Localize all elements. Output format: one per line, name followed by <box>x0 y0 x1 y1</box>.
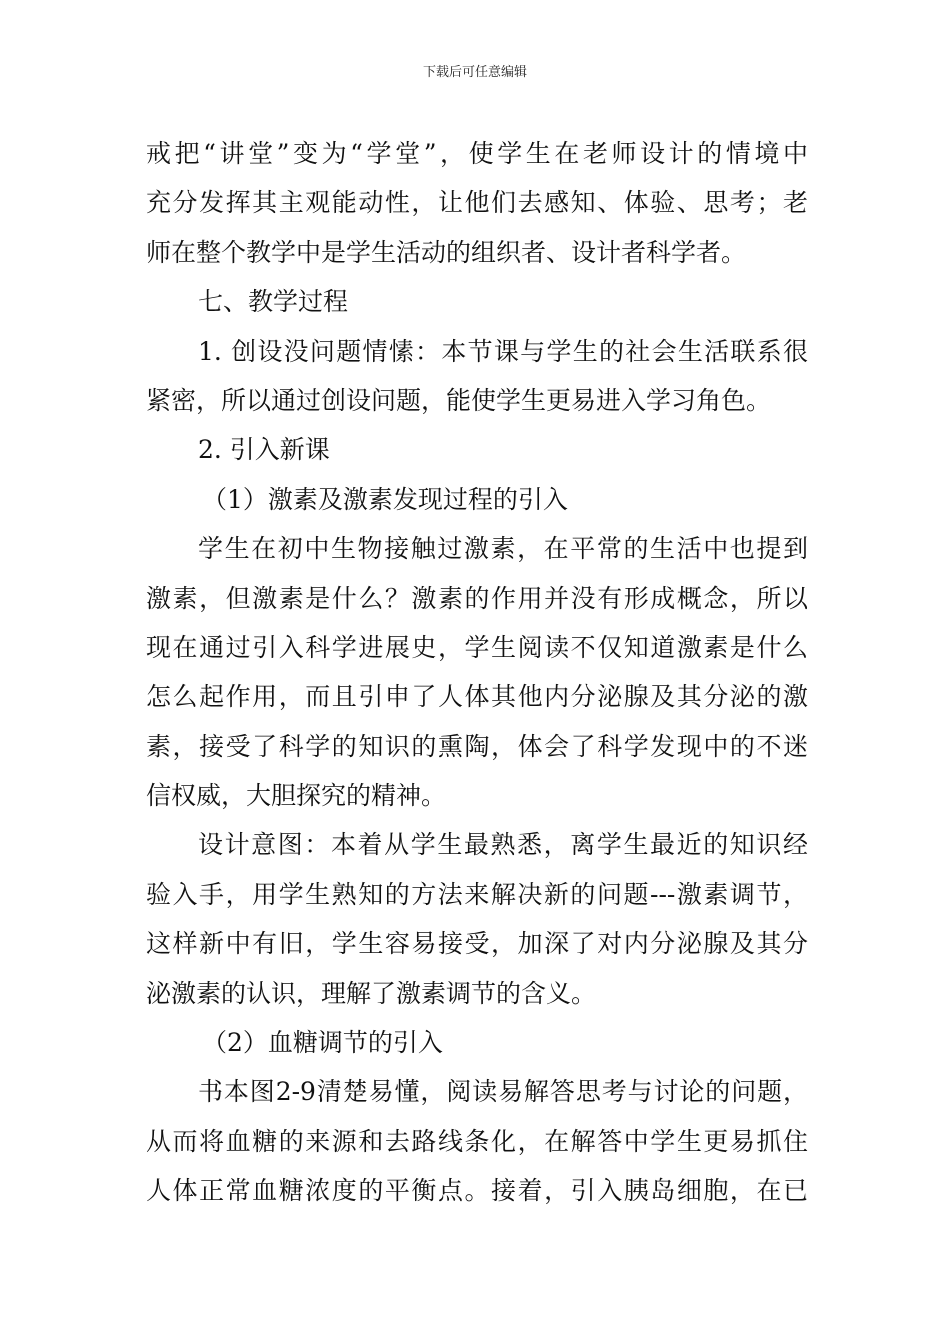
text-line: 师在整个教学中是学生活动的组织者、设计者科学者。 <box>146 237 747 267</box>
text-line: 从而将血糖的来源和去路线条化，在解答中学生更易抓住 <box>146 1126 808 1156</box>
document-body <box>146 129 808 1216</box>
text-line: 这样新中有旧，学生容易接受，加深了对内分泌腺及其分 <box>146 929 808 959</box>
text-line: 紧密，所以通过创设问题，能使学生更易进入学习角色。 <box>146 385 772 415</box>
text-line: 书本图2-9清楚易懂，阅读易解答思考与讨论的问题， <box>198 1077 808 1107</box>
text-line: 怎么起作用，而且引申了人体其他内分泌腺及其分泌的激 <box>146 682 808 712</box>
text-line: 充分发挥其主观能动性，让他们去感知、体验、思考；老 <box>146 188 808 218</box>
text-line: 激素，但激素是什么？激素的作用并没有形成概念，所以 <box>146 583 808 613</box>
section-heading: 七、教学过程 <box>198 287 349 317</box>
subsection-heading: （1）激素及激素发现过程的引入 <box>202 484 568 514</box>
text-line: 戒把“讲堂”变为“学堂”，使学生在老师设计的情境中 <box>146 139 808 168</box>
text-line: 泌激素的认识，理解了激素调节的含义。 <box>146 978 597 1008</box>
text-line: 信权威，大胆探究的精神。 <box>146 781 447 811</box>
text-line: 设计意图：本着从学生最熟悉，离学生最近的知识经 <box>198 830 808 860</box>
text-line: 学生在初中生物接触过激素，在平常的生活中也提到 <box>198 534 808 564</box>
text-line: 素，接受了科学的知识的熏陶，体会了科学发现中的不迷 <box>146 731 808 761</box>
subsection-heading: 2. 引入新课 <box>198 435 330 465</box>
page-header: 下载后可任意编辑 <box>422 65 527 80</box>
text-line: 1. 创设没问题情愫：本节课与学生的社会生活联系很 <box>198 336 808 366</box>
text-line: 人体正常血糖浓度的平衡点。接着，引入胰岛细胞，在已 <box>146 1176 808 1206</box>
text-line: 验入手，用学生熟知的方法来解决新的问题---激素调节， <box>146 879 808 909</box>
subsection-heading: （2）血糖调节的引入 <box>202 1028 443 1058</box>
text-line: 现在通过引入科学进展史，学生阅读不仅知道激素是什么 <box>146 632 808 662</box>
